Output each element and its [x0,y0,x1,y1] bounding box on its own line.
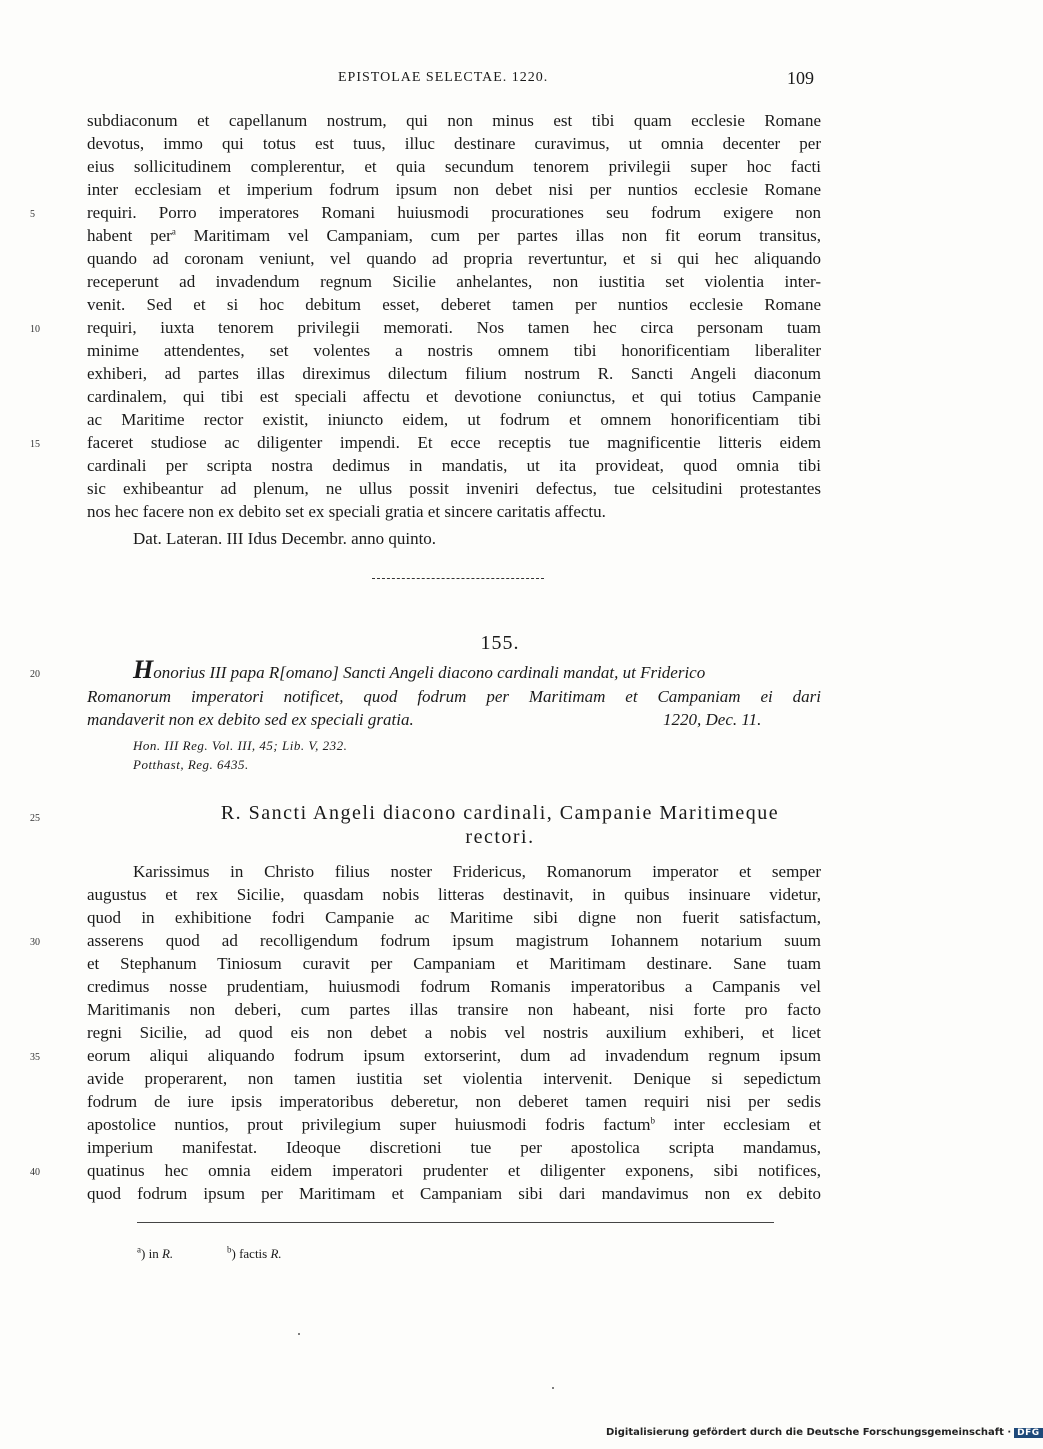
text-line: subdiaconum et capellanum nostrum, qui non minus est tibi quam ecclesie Romane [87,111,821,130]
page-number: 109 [787,68,814,88]
regest-date: 1220, Dec. 11. [663,710,762,729]
line-number: 15 [30,439,40,450]
regest-line: Romanorum imperatori notificet, quod fodrum per Maritimam et Campaniam ei dari [87,687,821,706]
credit-text: Digitalisierung gefördert durch die Deutsche Forschungsgemeinschaft · [606,1427,1012,1438]
text-line: sic exhibeantur ad plenum, ne ullus possit inveniri defectus, tue celsitudini protestantes [87,479,821,498]
line-number: 10 [30,324,40,335]
text-line: exhiberi, ad partes illas direximus dilectum filium nostrum R. Sancti Angeli diaconum [87,364,821,383]
regest-line: mandaverit non ex debito sed ex speciali gratia. [87,710,414,729]
footnote-a-text: ) in [141,1246,162,1261]
digitization-credit [606,1427,1043,1438]
text-line: ac Maritime rector existit, iniuncto eidem, ut fodrum et omnem honorificentiam tibi [87,410,821,429]
footnote-rule [137,1222,774,1223]
text-line: cardinali per scripta nostra dedimus in mandatis, ut ita provideat, quod omnia tibi [87,456,821,475]
footnote-mark-b: b [650,1115,656,1126]
document-number: 155. [480,632,520,654]
text-line: Karissimus in Christo filius noster Fridericus, Romanorum imperator et semper [133,862,821,881]
line-number: 20 [30,669,40,680]
line-number: 35 [30,1052,40,1063]
address-line: rectori. [465,826,535,848]
text-line: quod fodrum ipsum per Maritimam et Campaniam sibi dari mandavimus non ex debito [87,1184,821,1203]
text-line: imperium manifestat. Ideoque discretioni tue per apostolica scripta mandamus, [87,1138,821,1157]
footnote-a [137,1246,173,1262]
text-line [87,1115,821,1135]
footnote-mark-a: a [171,226,176,237]
text-line: quod in exhibitione fodri Campanie ac Maritime sibi digne non fuerit satisfactum, [87,908,821,927]
text-line: eorum aliqui aliquando fodrum ipsum extorserint, dum ad invadendum regnum ipsum [87,1046,821,1065]
dfg-logo: DFG [1014,1428,1043,1438]
scan-speck [552,1387,554,1389]
line-number: 30 [30,937,40,948]
text-line: et Stephanum Tiniosum curavit per Campaniam et Maritimam destinare. Sane tuam [87,954,821,973]
potthast-reference: Potthast, Reg. 6435. [133,757,249,772]
text-line: quatinus hec omnia eidem imperatori prudenter et diligenter exponens, sibi notifices, [87,1161,821,1180]
text-span: habent per [87,226,172,245]
footnote-b-text: ) factis [231,1246,271,1261]
text-line: avide properarent, non tamen iustitia set violentia intervenit. Denique si sepedictum [87,1069,821,1088]
text-span: inter ecclesiam et [655,1115,821,1134]
text-line: augustus et rex Sicilie, quasdam nobis litteras destinavit, in quibus insinuare videtur, [87,885,821,904]
line-number: 40 [30,1167,40,1178]
text-line: requiri. Porro imperatores Romani huiusmodi procurationes seu fodrum exigere non [87,203,821,222]
line-number: 25 [30,813,40,824]
line-number: 5 [30,209,35,220]
footnote-a-mark: a [137,1244,141,1255]
scan-speck [298,1333,300,1335]
text-line: faceret studiose ac diligenter impendi. Et ecce receptis tue magnificentie litteris eidem [87,433,821,452]
running-head: EPISTOLAE SELECTAE. 1220. [338,70,549,85]
text-line: receperunt ad invadendum regnum Sicilie anhelantes, non iustitia set violentia inter- [87,272,821,291]
text-line: credimus nosse prudentiam, huiusmodi fodrum Romanis imperatoribus a Campanis vel [87,977,821,996]
text-line: asserens quod ad recolligendum fodrum ipsum magistrum Iohannem notarium suum [87,931,821,950]
page-header [0,70,1000,92]
text-line: quando ad coronam veniunt, vel quando ad propria revertuntur, et si qui hec aliquando [87,249,821,268]
text-span: onorius III papa R[omano] Sancti Angeli diacono cardinali mandat, ut Friderico [153,663,706,682]
text-line: cardinalem, qui tibi est speciali affectu et devotione coniunctus, et qui totius Campanie [87,387,821,406]
text-line: regni Sicilie, ad quod eis non debet a nobis vel nostris auxilium exhiberi, et licet [87,1023,821,1042]
text-line: minime attendentes, set volentes a nostris omnem tibi honorificentiam liberaliter [87,341,821,360]
text-line: inter ecclesiam et imperium fodrum ipsum non debet nisi per nuntios ecclesie Romane [87,180,821,199]
regest-line [133,655,821,684]
text-span: Maritimam vel Campaniam, cum per partes illas non fit eorum transitus, [175,226,822,245]
text-span: apostolice nuntios, prout privilegium super huiusmodi fodris factum [87,1115,651,1134]
text-line: devotus, immo qui totus est tuus, illuc destinare curavimus, ut omnia decenter per [87,134,821,153]
section-divider [372,578,544,581]
text-line: venit. Sed et si hoc debitum esset, deberet tamen per nuntios ecclesie Romane [87,295,821,314]
address-line: R. Sancti Angeli diacono cardinali, Campanie Maritimeque [220,802,780,824]
footnote-b-source: R. [270,1246,282,1261]
text-line: nos hec facere non ex debito set ex speciali gratia et sincere caritatis affectu. [87,502,606,521]
text-line [87,226,821,246]
footnote-b-mark: b [227,1244,232,1255]
text-line: Maritimanis non deberi, cum partes illas transire non habeant, nisi forte pro facto [87,1000,821,1019]
register-reference: Hon. III Reg. Vol. III, 45; Lib. V, 232. [133,738,348,753]
text-line: requiri, iuxta tenorem privilegii memorati. Nos tamen hec circa personam tuam [87,318,821,337]
text-line: fodrum de iure ipsis imperatoribus deberetur, non deberet tamen requiri nisi per sedis [87,1092,821,1111]
footnote-a-source: R. [161,1246,174,1261]
dateline: Dat. Lateran. III Idus Decembr. anno quinto. [133,529,437,548]
text-line: eius sollicitudinem complerentur, et quia secundum tenorem privilegii super hoc facti [87,157,821,176]
footnote-b [227,1246,282,1262]
regest-initial: H [133,655,154,684]
